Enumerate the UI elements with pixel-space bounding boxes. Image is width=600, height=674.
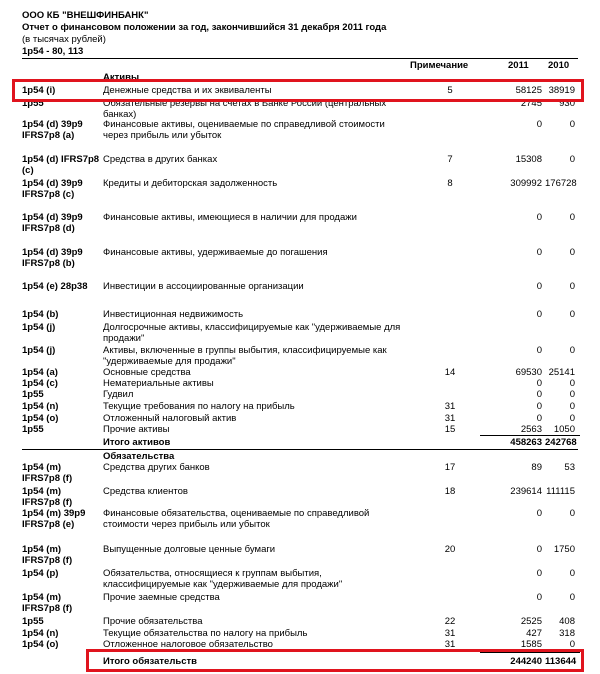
liability-row-code: 1p54 (m) 39p9 IFRS7p8 (e) (22, 508, 86, 530)
asset-row-value-2011: 58125 (515, 85, 542, 96)
asset-row-code: 1p54 (d) 39p9 IFRS7p8 (c) (22, 178, 83, 200)
asset-row-description: Инвестиции в ассоциированные организации (103, 281, 304, 292)
liability-row-value-2011: 0 (536, 568, 542, 579)
liability-row-note: 17 (444, 462, 456, 473)
asset-row-value-2011: 0 (536, 281, 542, 292)
asset-row-value-2010: 0 (569, 154, 575, 165)
asset-row-code: 1p54 (o) (22, 413, 59, 424)
liability-row-value-2010: 0 (569, 508, 575, 519)
liability-row-value-2010: 408 (559, 616, 575, 627)
asset-row-description: Финансовые активы, имеющиеся в наличии для продажи (103, 212, 357, 223)
liability-row-value-2010: 111115 (546, 486, 575, 497)
liability-row-description: Выпущенные долговые ценные бумаги (103, 544, 276, 555)
asset-row-value-2011: 0 (536, 378, 542, 389)
liability-row-description: Средства клиентов (103, 486, 188, 497)
asset-row-value-2010: 38919 (548, 85, 575, 96)
total-liabilities-2011: 244240 (510, 656, 542, 667)
asset-row-description: Отложенный налоговый актив (103, 413, 237, 424)
asset-row-note: 15 (444, 424, 456, 435)
total-assets-label: Итого активов (103, 437, 171, 448)
liability-row-value-2011: 1585 (520, 639, 542, 650)
column-2011: 2011 (508, 60, 529, 71)
asset-row-code: 1p54 (c) (22, 378, 58, 389)
asset-row-value-2010: 0 (569, 212, 575, 223)
liability-row-description: Обязательства, относящиеся к группам выбытия, классифицируемые как "удерживаемые для продажи" (103, 568, 343, 590)
asset-row-description: Средства в других банках (103, 154, 218, 165)
asset-row-value-2011: 0 (536, 247, 542, 258)
asset-row-description: Инвестиционная недвижимость (103, 309, 244, 320)
liability-row-code: 1p54 (o) (22, 639, 59, 650)
asset-row-code: 1p54 (d) 39p9 IFRS7p8 (d) (22, 212, 83, 234)
section-rule (22, 449, 578, 450)
liability-row-value-2010: 0 (569, 639, 575, 650)
asset-row-description: Финансовые активы, удерживаемые до погашения (103, 247, 328, 258)
asset-row-code: 1p54 (e) 28p38 (22, 281, 88, 292)
asset-row-value-2011: 0 (536, 389, 542, 400)
liability-row-value-2011: 0 (536, 592, 542, 603)
asset-row-description: Нематериальные активы (103, 378, 214, 389)
reference-codes: 1p54 - 80, 113 (22, 46, 84, 57)
asset-row-code: 1p54 (j) (22, 322, 56, 333)
liability-row-note: 18 (444, 486, 456, 497)
asset-row-value-2011: 0 (536, 212, 542, 223)
liability-row-description: Прочие заемные средства (103, 592, 220, 603)
total-assets-2010: 242768 (545, 437, 577, 448)
asset-row-value-2010: 25141 (548, 367, 575, 378)
liability-row-description: Отложенное налоговое обязательство (103, 639, 273, 650)
asset-row-code: 1p54 (n) (22, 401, 59, 412)
asset-row-value-2011: 0 (536, 413, 542, 424)
liability-row-note: 20 (444, 544, 456, 555)
asset-row-value-2011: 0 (536, 345, 542, 356)
asset-row-description: Долгосрочные активы, классифицируемые как "удерживаемые для продажи" (103, 322, 401, 344)
liability-row-value-2010: 0 (569, 568, 575, 579)
column-2010: 2010 (548, 60, 570, 71)
asset-row-description: Финансовые активы, оцениваемые по справедливой стоимости через прибыль или убыток (103, 119, 385, 141)
asset-row-description: Кредиты и дебиторская задолженность (103, 178, 278, 189)
highlight-total-liabilities (86, 649, 584, 672)
total-liabilities-label: Итого обязательств (103, 656, 197, 667)
liability-row-description: Прочие обязательства (103, 616, 203, 627)
liability-row-description: Средства других банков (103, 462, 210, 473)
report-title: Отчет о финансовом положении за год, закончившийся 31 декабря 2011 года (22, 22, 387, 33)
total-assets-2011: 458263 (510, 437, 542, 448)
asset-row-value-2011: 2563 (520, 424, 542, 435)
asset-row-code: 1p54 (j) (22, 345, 56, 356)
liability-row-note: 31 (444, 639, 456, 650)
units-note: (в тысячах рублей) (22, 34, 106, 45)
assets-heading: Активы (103, 72, 140, 83)
asset-row-description: Гудвил (103, 389, 134, 400)
total-assets-rule (480, 435, 580, 436)
header-rule (22, 58, 578, 59)
liabilities-heading: Обязательства (103, 451, 175, 462)
asset-row-value-2010: 0 (569, 378, 575, 389)
asset-row-value-2010: 1050 (553, 424, 575, 435)
asset-row-value-2010: 0 (569, 401, 575, 412)
asset-row-note: 14 (444, 367, 456, 378)
highlight-cash-row (12, 79, 584, 102)
asset-row-description: Обязательные резервы на счетах в Банке России (центральных банках) (103, 98, 387, 120)
asset-row-value-2010: 0 (569, 119, 575, 130)
asset-row-description: Основные средства (103, 367, 191, 378)
liability-row-code: 1p54 (m) IFRS7p8 (f) (22, 486, 73, 508)
asset-row-description: Прочие активы (103, 424, 170, 435)
asset-row-code: 1p55 (22, 424, 44, 435)
asset-row-description: Денежные средства и их эквиваленты (103, 85, 272, 96)
asset-row-description: Активы, включенные в группы выбытия, классифицируемые как "удерживаемые для продажи" (103, 345, 387, 367)
asset-row-value-2011: 2745 (520, 98, 542, 109)
asset-row-value-2010: 930 (559, 98, 575, 109)
company-name: ООО КБ "ВНЕШФИНБАНК" (22, 10, 149, 21)
asset-row-value-2010: 0 (569, 281, 575, 292)
asset-row-value-2010: 0 (569, 413, 575, 424)
asset-row-description: Текущие требования по налогу на прибыль (103, 401, 295, 412)
asset-row-value-2011: 69530 (515, 367, 542, 378)
asset-row-note: 8 (447, 178, 453, 189)
liability-row-value-2011: 89 (531, 462, 542, 473)
asset-row-code: 1p54 (d) 39p9 IFRS7p8 (a) (22, 119, 83, 141)
asset-row-code: 1p54 (a) (22, 367, 58, 378)
liability-row-value-2011: 239614 (510, 486, 542, 497)
liability-row-code: 1p54 (m) IFRS7p8 (f) (22, 462, 73, 484)
asset-row-note: 5 (447, 85, 453, 96)
asset-row-code: 1p54 (d) IFRS7p8 (c) (22, 154, 100, 176)
asset-row-code: 1p54 (d) 39p9 IFRS7p8 (b) (22, 247, 83, 269)
liability-row-value-2011: 0 (536, 508, 542, 519)
asset-row-value-2011: 0 (536, 401, 542, 412)
liability-row-value-2010: 318 (559, 628, 575, 639)
asset-row-note: 31 (444, 413, 456, 424)
liability-row-value-2011: 2525 (520, 616, 542, 627)
liability-row-note: 31 (444, 628, 456, 639)
asset-row-value-2011: 0 (536, 309, 542, 320)
asset-row-value-2010: 0 (569, 247, 575, 258)
asset-row-note: 31 (444, 401, 456, 412)
asset-row-code: 1p55 (22, 98, 44, 109)
asset-row-value-2010: 0 (569, 345, 575, 356)
liability-row-description: Финансовые обязательства, оцениваемые по справедливой стоимости через прибыль или убыток (103, 508, 370, 530)
asset-row-value-2010: 0 (569, 309, 575, 320)
liability-row-code: 1p55 (22, 616, 44, 627)
total-liabilities-2010: 113644 (545, 656, 577, 667)
liability-row-code: 1p54 (n) (22, 628, 59, 639)
column-note: Примечание (410, 60, 469, 71)
liability-row-value-2010: 1750 (553, 544, 575, 555)
liability-row-code: 1p54 (m) IFRS7p8 (f) (22, 544, 73, 566)
asset-row-code: 1p54 (i) (22, 85, 56, 96)
liability-row-value-2010: 53 (564, 462, 575, 473)
liability-row-note: 22 (444, 616, 456, 627)
liability-row-value-2011: 427 (526, 628, 542, 639)
asset-row-value-2010: 0 (569, 389, 575, 400)
asset-row-value-2011: 309992 (510, 178, 542, 189)
liability-row-code: 1p54 (p) (22, 568, 59, 579)
liability-row-value-2011: 0 (536, 544, 542, 555)
asset-row-value-2010: 176728 (545, 178, 577, 189)
asset-row-value-2011: 15308 (515, 154, 542, 165)
liability-row-code: 1p54 (m) IFRS7p8 (f) (22, 592, 73, 614)
asset-row-note: 7 (447, 154, 453, 165)
asset-row-value-2011: 0 (536, 119, 542, 130)
asset-row-code: 1p54 (b) (22, 309, 59, 320)
liability-row-value-2010: 0 (569, 592, 575, 603)
liability-row-description: Текущие обязательства по налогу на прибыль (103, 628, 308, 639)
asset-row-code: 1p55 (22, 389, 44, 400)
